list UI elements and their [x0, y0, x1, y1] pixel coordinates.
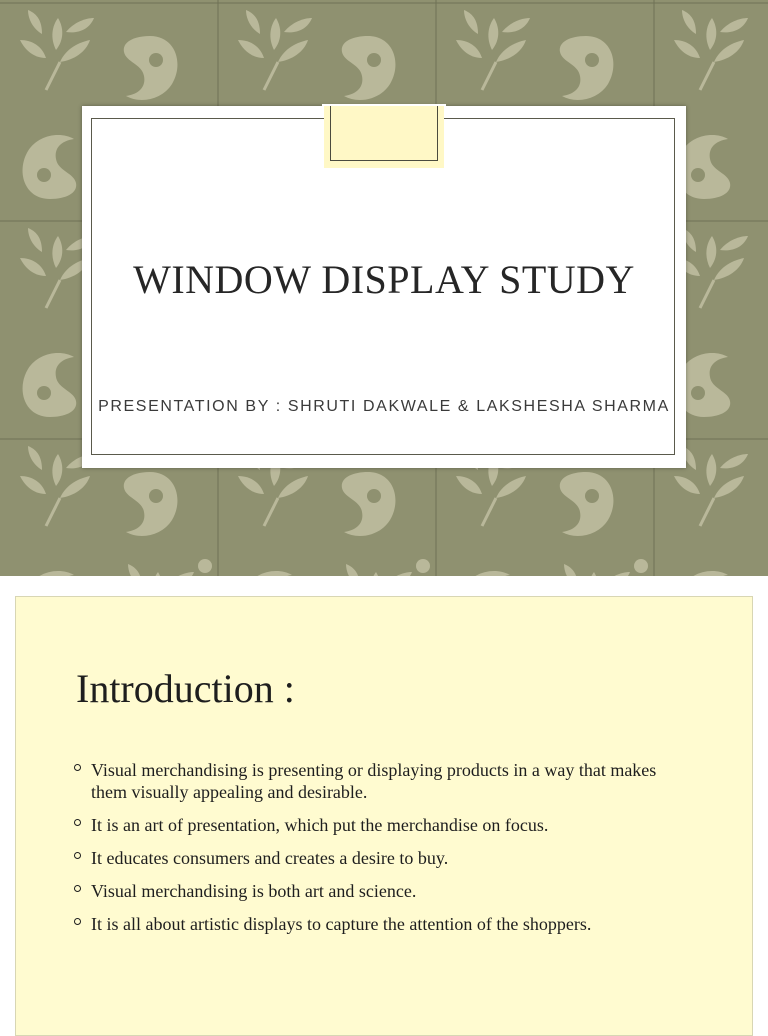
list-item: [72, 759, 692, 803]
title-card: [82, 106, 686, 468]
list-item: [72, 880, 692, 902]
bullet-icon: [74, 918, 81, 925]
bullet-text: It is an art of presentation, which put the merchandise on focus.: [91, 815, 549, 835]
bullet-text: It is all about artistic displays to capture the attention of the shoppers.: [91, 914, 592, 934]
bullet-icon: [74, 885, 81, 892]
list-item: [72, 814, 692, 836]
bullet-text: Visual merchandising is presenting or displaying products in a way that makes them visually appealing and desirable.: [91, 760, 657, 802]
list-item: [72, 913, 692, 935]
slide-title: WINDOW DISPLAY STUDY: [133, 257, 635, 302]
bullet-icon: [74, 852, 81, 859]
bullet-list: [72, 759, 692, 946]
slide-subtitle: PRESENTATION BY : SHRUTI DAKWALE & LAKSHESHA SHARMA: [98, 398, 670, 415]
bullet-icon: [74, 764, 81, 771]
introduction-slide: [15, 596, 753, 1036]
bullet-text: Visual merchandising is both art and science.: [91, 881, 417, 901]
list-item: [72, 847, 692, 869]
bullet-text: It educates consumers and creates a desire to buy.: [91, 848, 449, 868]
decorative-tab-frame: [330, 106, 438, 161]
slide-heading: Introduction :: [76, 666, 295, 711]
bullet-icon: [74, 819, 81, 826]
